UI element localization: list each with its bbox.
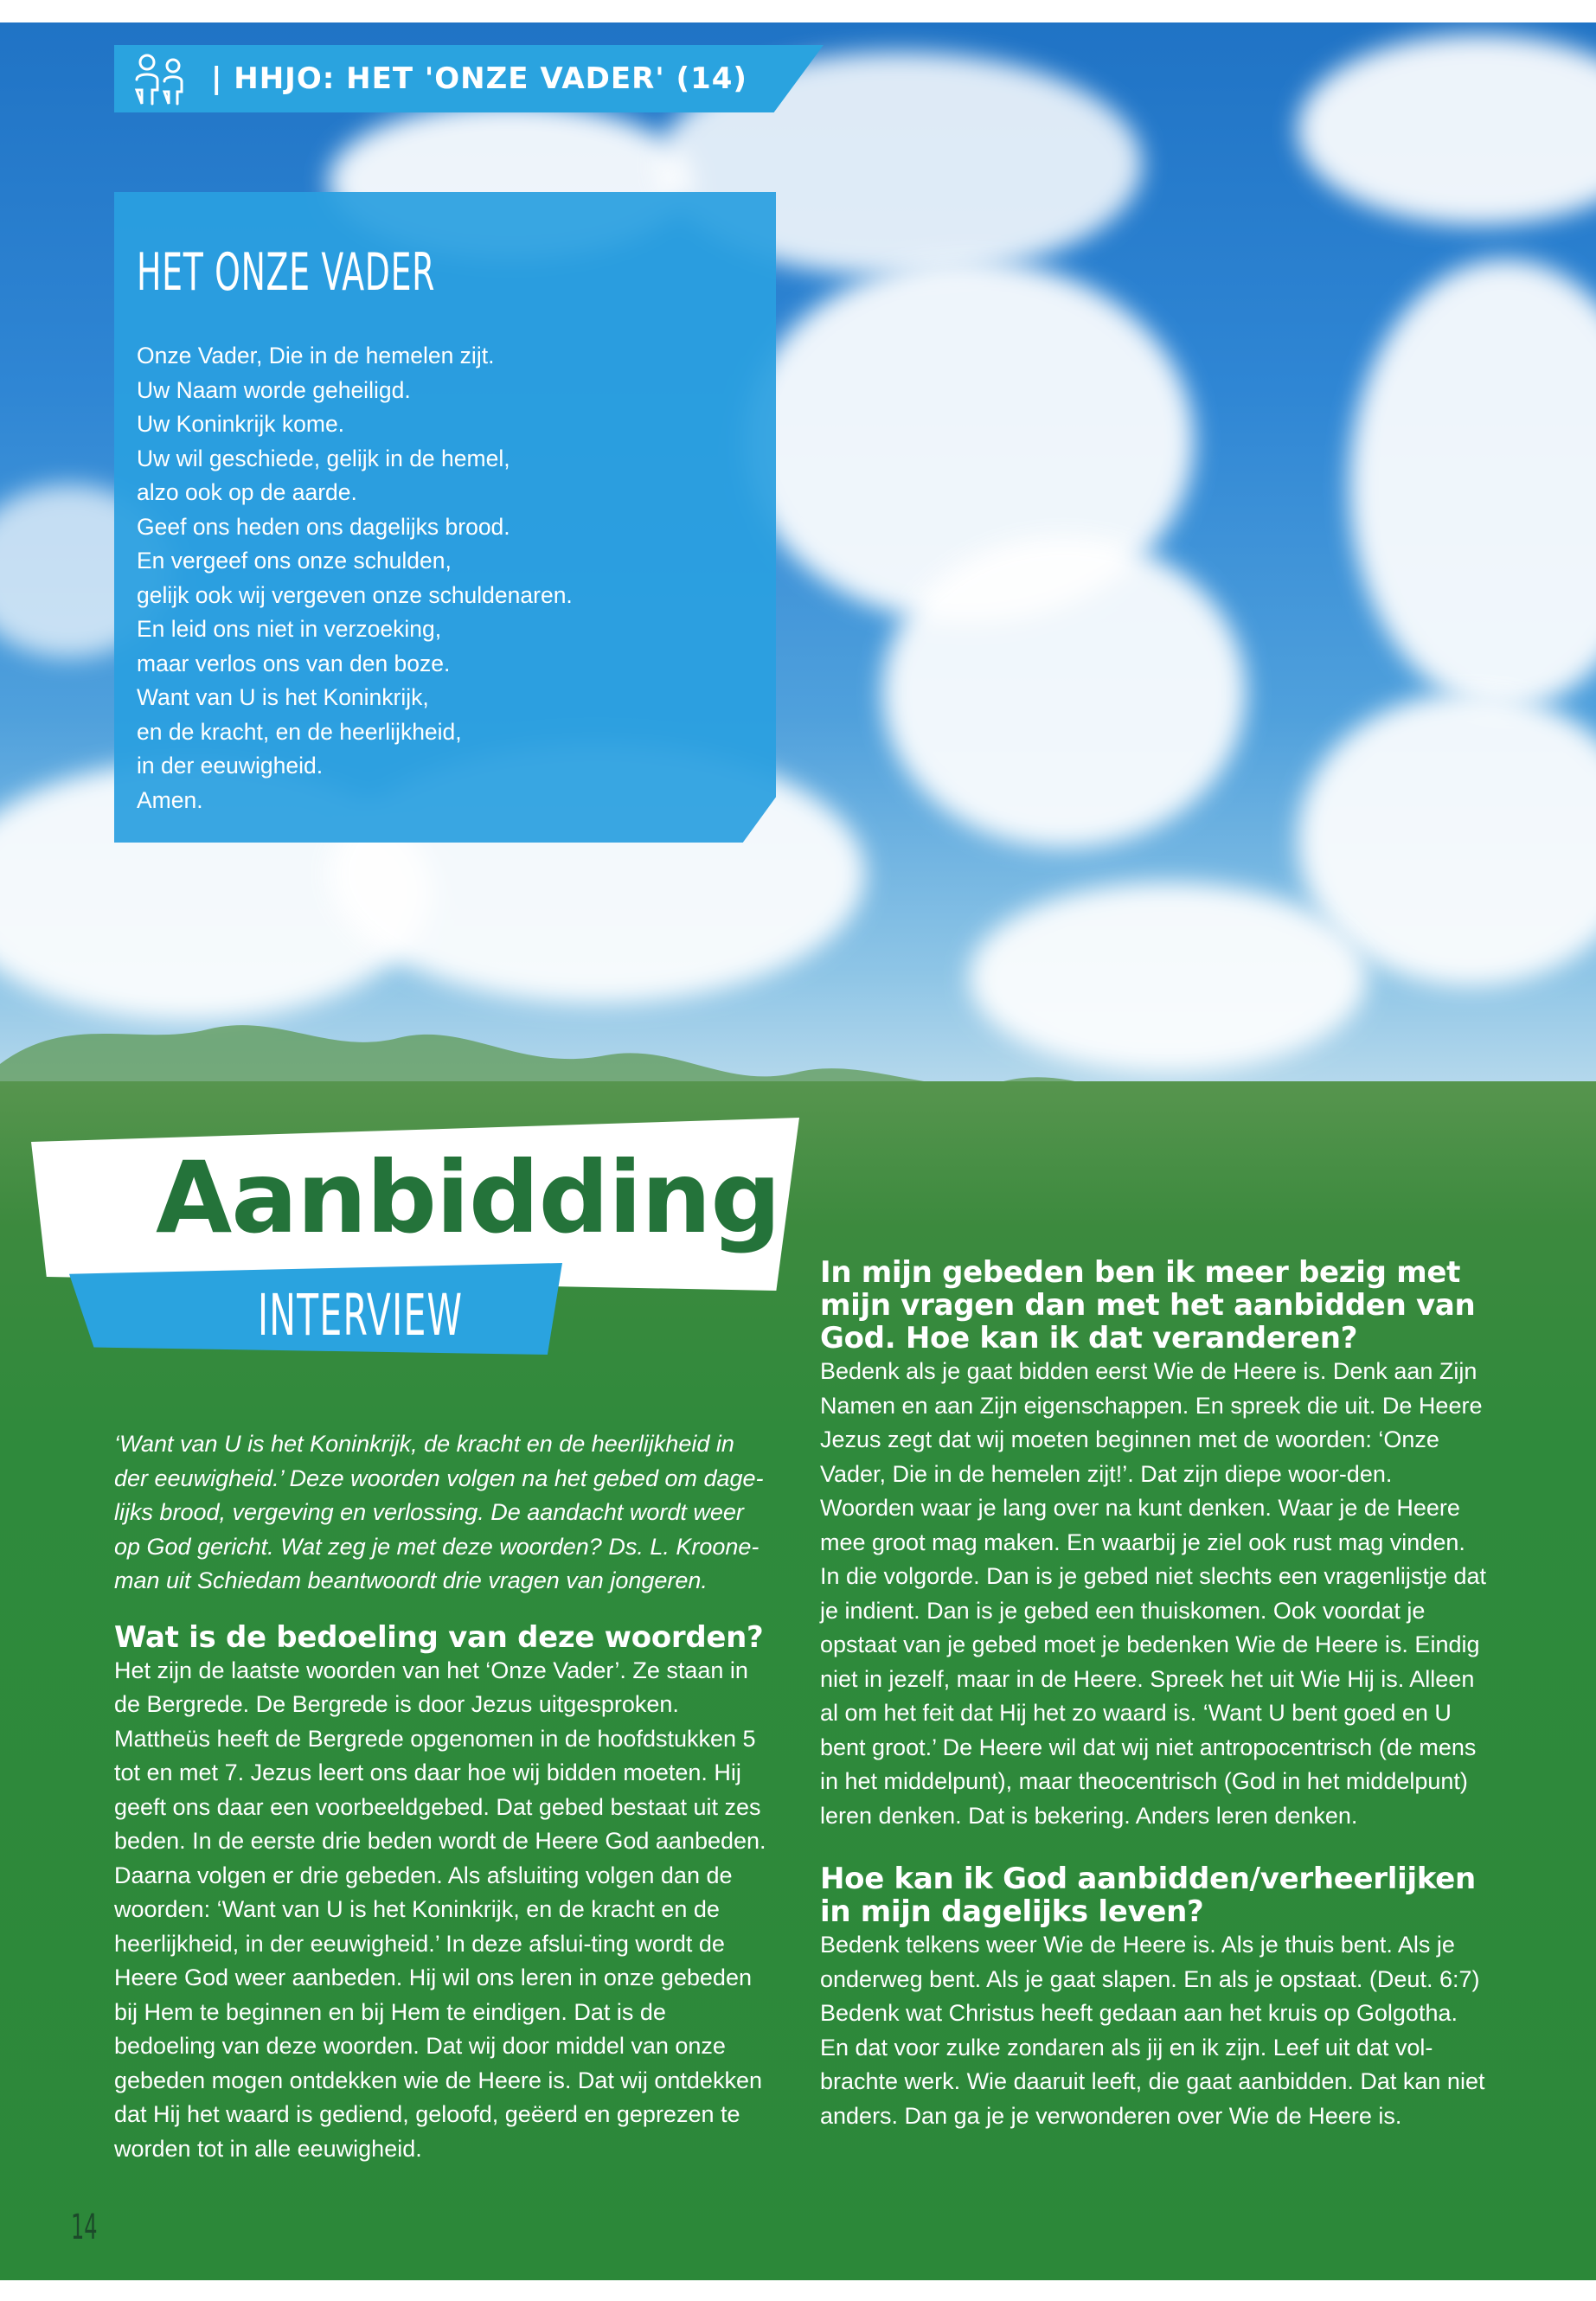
top-margin xyxy=(0,0,1596,22)
prayer-title: HET ONZE VADER xyxy=(137,242,436,303)
left-column xyxy=(114,1427,772,2166)
article-intro: ‘Want van U is het Koninkrijk, de kracht en de heerlijkheid in der eeuwigheid.’ Deze woorden volgen na het gebed om dage-lijks brood, vergeving en verlossing. De aandacht wordt weer op God gericht. Wat zeg je met deze woorden? Ds. L. Kroone-man uit Schiedam beantwoordt drie vragen van jongeren. xyxy=(114,1431,764,1593)
right-column xyxy=(820,1256,1486,2133)
question-heading: Wat is de bedoeling van deze woorden? xyxy=(114,1619,764,1655)
prayer-line: Want van U is het Koninkrijk, xyxy=(137,684,429,710)
prayer-text xyxy=(137,339,573,817)
prayer-line: Uw Koninkrijk kome. xyxy=(137,411,345,437)
prayer-line: Uw Naam worde geheiligd. xyxy=(137,376,411,403)
header-title: | HHJO: HET 'ONZE VADER' (14) xyxy=(211,61,747,96)
bottom-margin xyxy=(0,2280,1596,2301)
prayer-line: Geef ons heden ons dagelijks brood. xyxy=(137,513,510,540)
prayer-line: alzo ook op de aarde. xyxy=(137,479,357,505)
prayer-line: En vergeef ons onze schulden, xyxy=(137,548,452,574)
article-subtitle: INTERVIEW xyxy=(258,1282,464,1349)
prayer-line: en de kracht, en de heerlijkheid, xyxy=(137,718,462,745)
answer-text: Het zijn de laatste woorden van het ‘Onze Vader’. Ze staan in de Bergrede. De Bergrede is door Jezus uitgesproken. Mattheüs heeft de Bergrede opgenomen in de hoofdstukken 5 tot en met 7. Jezus leert ons daar hoe wij bidden moeten. Hij geeft ons daar een voorbeeldgebed. Dat gebed bestaat uit zes beden. In de eerste drie beden wordt de Heere God aanbeden. Daarna volgen er drie gebeden. Als afsluiting volgen dan de woorden: ‘Want van U is het Koninkrijk, en de kracht en de heerlijkheid, in der eeuwigheid.’ In deze afslui-ting wordt de Heere God weer aanbeden. Hij wil ons leren in onze gebeden bij Hem te beginnen en bij Hem te eindigen. Dat is de bedoeling van deze woorden. Dat wij door middel van onze gebeden mogen ontdekken wie de Heere is. Dat wij ontdekken dat Hij het waard is gediend, geloofd, geëerd en geprezen te worden tot in alle eeuwigheid. xyxy=(114,1657,766,2162)
prayer-line: En leid ons niet in verzoeking, xyxy=(137,616,442,642)
article-title: Aanbidding xyxy=(156,1140,781,1255)
page-number: 14 xyxy=(71,2208,98,2247)
question-heading: In mijn gebeden ben ik meer bezig met mijn vragen dan met het aanbidden van God. Hoe kan ik dat veranderen? xyxy=(820,1255,1476,1356)
prayer-line: Amen. xyxy=(137,786,203,813)
answer-text: Bedenk telkens weer Wie de Heere is. Als je thuis bent. Als je onderweg bent. Als je gaat slapen. En als je opstaat. (Deut. 6:7) Bedenk wat Christus heeft gedaan aan het kruis op Golgotha. En dat voor zulke zondaren als jij en ik zijn. Leef uit dat vol-brachte werk. Wie daaruit leeft, die gaat aanbidden. Dat kan niet anders. Dan ga je je verwonderen over Wie de Heere is. xyxy=(820,1932,1485,2129)
children-icon xyxy=(128,50,190,107)
prayer-line: Uw wil geschiede, gelijk in de hemel, xyxy=(137,445,510,471)
answer-text: Bedenk als je gaat bidden eerst Wie de Heere is. Denk aan Zijn Namen en aan Zijn eigenschappen. En spreek die uit. De Heere Jezus zegt dat wij moeten beginnen met de woorden: ‘Onze Vader, Die in de hemelen zijt!’. Dat zijn diepe woor-den. Woorden waar je lang over na kunt denken. Waar je de Heere mee groot mag maken. En waarbij je ziel ook rust mag vinden. In die volgorde. Dan is je gebed niet slechts een vragenlijstje dat je indient. Dan is je gebed een thuiskomen. Ook voordat je opstaat van je gebed moet je bedenken Wie de Heere is. Eindig niet in jezelf, maar in de Heere. Spreek het uit Wie Hij is. Alleen al om het feit dat Hij het zo waard is. ‘Want U bent goed en U bent groot.’ De Heere wil dat wij niet antropocentrisch (de mens in het middelpunt), maar theocentrisch (God in het middelpunt) leren denken. Dat is bekering. Anders leren denken. xyxy=(820,1358,1486,1829)
prayer-line: gelijk ook wij vergeven onze schuldenaren. xyxy=(137,581,573,608)
prayer-line: Onze Vader, Die in de hemelen zijt. xyxy=(137,343,495,369)
prayer-line: in der eeuwigheid. xyxy=(137,753,324,779)
prayer-line: maar verlos ons van den boze. xyxy=(137,650,451,676)
question-heading: Hoe kan ik God aanbidden/verheerlijken in mijn dagelijks leven? xyxy=(820,1862,1476,1929)
